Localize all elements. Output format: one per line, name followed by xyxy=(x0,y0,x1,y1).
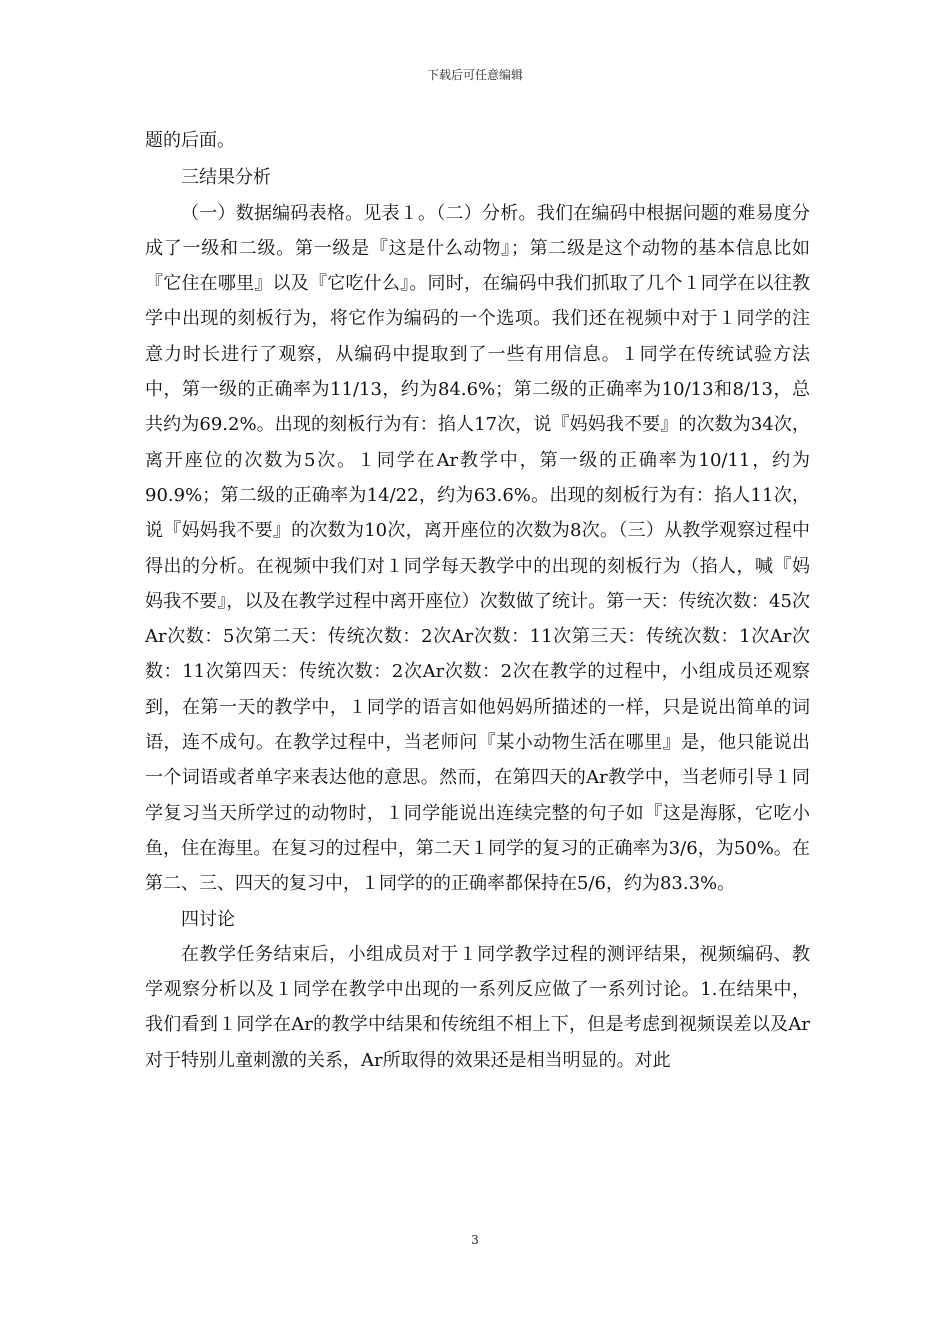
document-body xyxy=(145,123,810,1078)
paragraph-results: （一）数据编码表格。见表１。（二）分析。我们在编码中根据问题的难易度分成了一级和二级。第一级是『这是什么动物』；第二级是这个动物的基本信息比如『它住在哪里』以及『它吃什么』。同时，在编码中我们抓取了几个１同学在以往教学中出现的刻板行为，将它作为编码的一个选项。我们还在视频中对于１同学的注意力时长进行了观察，从编码中提取到了一些有用信息。１同学在传统试验方法中，第一级的正确率为11/13，约为84.6%；第二级的正确率为10/13和8/13，总共约为69.2%。出现的刻板行为有：掐人17次，说『妈妈我不要』的次数为34次，离开座位的次数为5次。１同学在Ar教学中，第一级的正确率为10/11，约为90.9%；第二级的正确率为14/22，约为63.6%。出现的刻板行为有：掐人11次，说『妈妈我不要』的次数为10次，离开座位的次数为8次。（三）从教学观察过程中得出的分析。在视频中我们对１同学每天教学中的出现的刻板行为（掐人，喊『妈妈我不要』，以及在教学过程中离开座位）次数做了统计。第一天：传统次数：45次Ar次数：5次第二天：传统次数：2次Ar次数：11次第三天：传统次数：1次Ar次数：11次第四天：传统次数：2次Ar次数：2次在教学的过程中，小组成员还观察到，在第一天的教学中，１同学的语言如他妈妈所描述的一样，只是说出简单的词语，连不成句。在教学过程中，当老师问『某小动物生活在哪里』是，他只能说出一个词语或者单字来表达他的意思。然而，在第四天的Ar教学中，当老师引导１同学复习当天所学过的动物时，１同学能说出连续完整的句子如『这是海豚，它吃小鱼，住在海里。在复习的过程中，第二天１同学的复习的正确率为3/6，为50%。在第二、三、四天的复习中，１同学的的正确率都保持在5/6，约为83.3%。 xyxy=(145,202,810,895)
page-number: 3 xyxy=(471,1233,479,1247)
section-heading-results: 三结果分析 xyxy=(181,167,271,189)
paragraph-intro: 题的后面。 xyxy=(145,130,235,151)
section-heading-discussion: 四讨论 xyxy=(181,908,235,930)
paragraph-discussion: 在教学任务结束后，小组成员对于１同学教学过程的测评结果，视频编码、教学观察分析以及１同学在教学中出现的一系列反应做了一系列讨论。1.在结果中，我们看到１同学在Ar的教学中结果和传统组不相上下，但是考虑到视频误差以及Ar对于特别儿童刺激的关系，Ar所取得的效果还是相当明显的。对此 xyxy=(145,943,810,1071)
page-header: 下载后可任意编辑 xyxy=(426,68,523,82)
